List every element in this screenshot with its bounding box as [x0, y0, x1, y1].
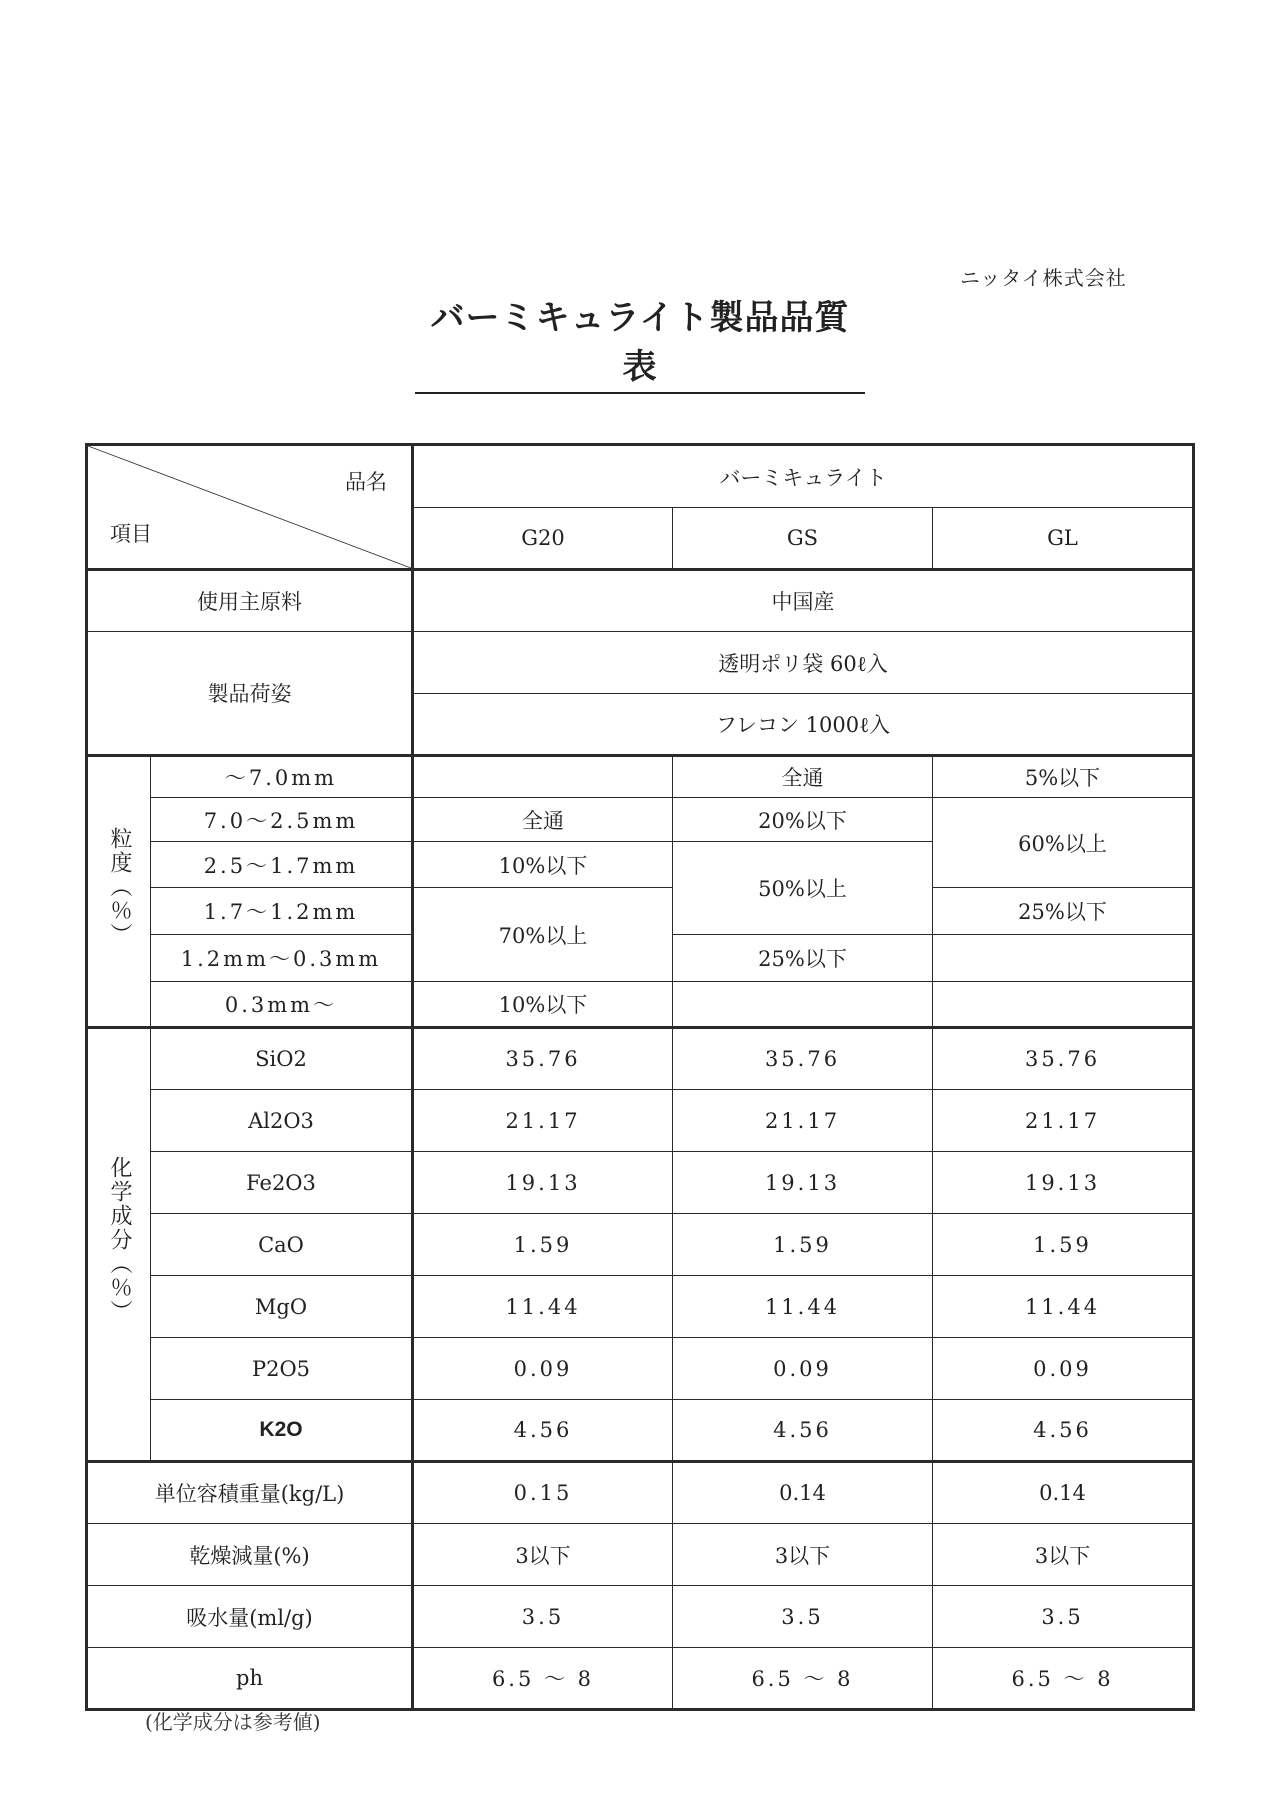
- size-range: ～7.0mm: [151, 756, 413, 798]
- chem-gl: 1.59: [933, 1214, 1194, 1276]
- gl-size-cell: [933, 935, 1194, 982]
- chem-gs: 11.44: [673, 1276, 933, 1338]
- chem-gs: 21.17: [673, 1090, 933, 1152]
- chem-g20: 21.17: [413, 1090, 673, 1152]
- property-gl: 3以下: [933, 1524, 1194, 1586]
- chem-g20: 35.76: [413, 1028, 673, 1090]
- raw-material-label: 使用主原料: [87, 570, 413, 632]
- chem-g20: 0.09: [413, 1338, 673, 1400]
- property-gl: 3.5: [933, 1586, 1194, 1648]
- property-g20: 3以下: [413, 1524, 673, 1586]
- property-gs: 0.14: [673, 1462, 933, 1524]
- chem-gl: 11.44: [933, 1276, 1194, 1338]
- chem-gl: 4.56: [933, 1400, 1194, 1462]
- g20-size-cell: 全通: [413, 798, 673, 842]
- property-g20: 3.5: [413, 1586, 673, 1648]
- property-g20: 6.5 ～ 8: [413, 1648, 673, 1710]
- chem-name: CaO: [151, 1214, 413, 1276]
- chem-name: Al2O3: [151, 1090, 413, 1152]
- chem-g20: 1.59: [413, 1214, 673, 1276]
- property-gs: 3.5: [673, 1586, 933, 1648]
- packaging-option: 透明ポリ袋 60ℓ入: [413, 632, 1194, 694]
- gs-size-cell: 20%以下: [673, 798, 933, 842]
- page-title: バーミキュライト製品品質表: [415, 290, 865, 394]
- chem-gl: 35.76: [933, 1028, 1194, 1090]
- chem-gs: 35.76: [673, 1028, 933, 1090]
- particle-size-group-label: 粒度（％）: [87, 756, 151, 1028]
- size-range: 1.7～1.2mm: [151, 888, 413, 935]
- chem-name: P2O5: [151, 1338, 413, 1400]
- gs-size-cell: 25%以下: [673, 935, 933, 982]
- size-range: 0.3mm～: [151, 982, 413, 1028]
- header-diagonal-cell: [87, 445, 413, 570]
- grade-header-gs: GS: [673, 508, 933, 570]
- product-group-header: バーミキュライト: [413, 445, 1194, 508]
- packaging-option: フレコン 1000ℓ入: [413, 694, 1194, 756]
- gs-size-cell: 50%以上: [673, 842, 933, 935]
- product-name-label: 品名: [345, 470, 387, 494]
- quality-table: [85, 443, 1195, 1711]
- property-name: 乾燥減量(%): [87, 1524, 413, 1586]
- chem-gs: 0.09: [673, 1338, 933, 1400]
- raw-material-value: 中国産: [413, 570, 1194, 632]
- g20-size-cell: [413, 756, 673, 798]
- property-gs: 6.5 ～ 8: [673, 1648, 933, 1710]
- gl-size-cell: 60%以上: [933, 798, 1194, 888]
- chem-gs: 1.59: [673, 1214, 933, 1276]
- size-range: 1.2mm～0.3mm: [151, 935, 413, 982]
- g20-size-cell: 10%以下: [413, 842, 673, 888]
- gl-size-cell: [933, 982, 1194, 1028]
- grade-header-g20: G20: [413, 508, 673, 570]
- chem-name: Fe2O3: [151, 1152, 413, 1214]
- property-name: 吸水量(ml/g): [87, 1586, 413, 1648]
- chem-name: SiO2: [151, 1028, 413, 1090]
- footnote: (化学成分は参考値): [145, 1710, 321, 1734]
- diagonal-line: [88, 446, 411, 568]
- g20-size-cell: 70%以上: [413, 888, 673, 982]
- company-name: ニッタイ株式会社: [960, 266, 1127, 290]
- gs-size-cell: 全通: [673, 756, 933, 798]
- property-gl: 6.5 ～ 8: [933, 1648, 1194, 1710]
- size-range: 2.5～1.7mm: [151, 842, 413, 888]
- g20-size-cell: 10%以下: [413, 982, 673, 1028]
- chem-g20: 4.56: [413, 1400, 673, 1462]
- property-gs: 3以下: [673, 1524, 933, 1586]
- property-g20: 0.15: [413, 1462, 673, 1524]
- chem-name: K2O: [151, 1400, 413, 1462]
- chemical-group-label: 化学成分（％）: [87, 1028, 151, 1462]
- gs-size-cell: [673, 982, 933, 1028]
- property-name: 単位容積重量(kg/L): [87, 1462, 413, 1524]
- size-range: 7.0～2.5mm: [151, 798, 413, 842]
- chem-gs: 19.13: [673, 1152, 933, 1214]
- chem-name: MgO: [151, 1276, 413, 1338]
- gl-size-cell: 25%以下: [933, 888, 1194, 935]
- gl-size-cell: 5%以下: [933, 756, 1194, 798]
- grade-header-gl: GL: [933, 508, 1194, 570]
- packaging-label: 製品荷姿: [87, 632, 413, 756]
- chem-gl: 19.13: [933, 1152, 1194, 1214]
- chem-g20: 19.13: [413, 1152, 673, 1214]
- chem-g20: 11.44: [413, 1276, 673, 1338]
- property-name: ph: [87, 1648, 413, 1710]
- chem-gl: 21.17: [933, 1090, 1194, 1152]
- property-gl: 0.14: [933, 1462, 1194, 1524]
- chem-gl: 0.09: [933, 1338, 1194, 1400]
- item-label: 項目: [110, 522, 152, 546]
- chem-gs: 4.56: [673, 1400, 933, 1462]
